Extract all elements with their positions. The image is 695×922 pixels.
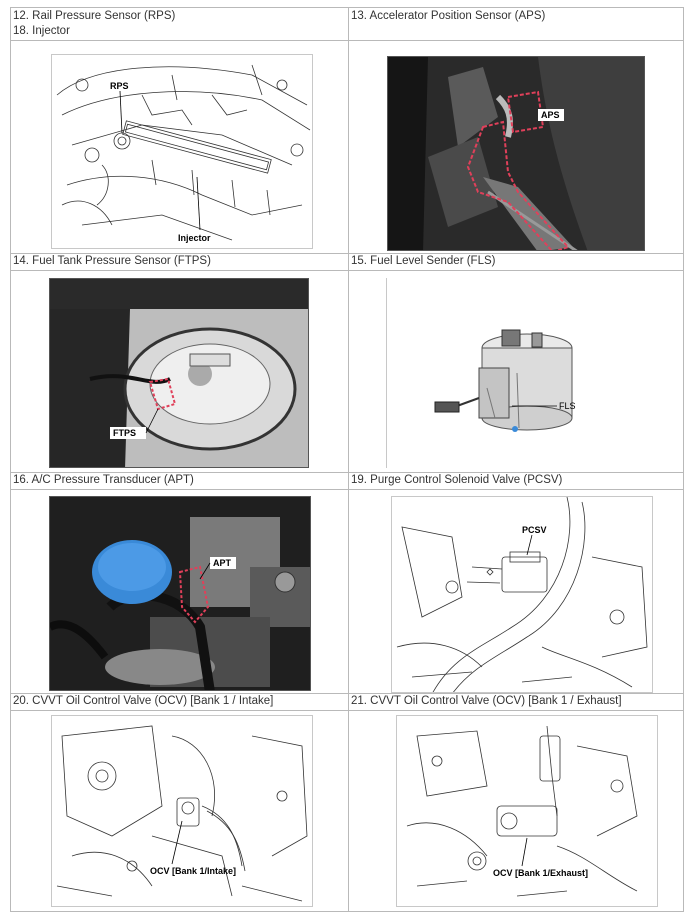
callout-ftps: FTPS [113, 428, 137, 438]
header-line-ocv-exhaust: 21. CVVT Oil Control Valve (OCV) [Bank 1 / Exhaust] [351, 695, 622, 707]
apt-photo [49, 496, 311, 691]
callout-fls: FLS [559, 401, 576, 411]
aps-photo [387, 56, 645, 251]
cell-header-ocv-exhaust [349, 693, 684, 711]
cell-header-pcsv [349, 472, 684, 490]
ftps-photo [49, 278, 309, 468]
ocv-exhaust-diagram [396, 715, 658, 907]
header-line-pcsv: 19. Purge Control Solenoid Valve (PCSV) [351, 474, 563, 486]
header-line-injector: 18. Injector [13, 25, 70, 37]
callout-ocv-exhaust: OCV [Bank 1/Exhaust] [493, 868, 589, 878]
callout-pcsv: PCSV [522, 525, 547, 535]
rps-injector-diagram [51, 54, 313, 249]
fls-diagram [386, 278, 648, 468]
header-line-apt: 16. A/C Pressure Transducer (APT) [13, 474, 194, 486]
callout-apt: APT [213, 558, 231, 568]
cell-header-apt [11, 472, 348, 490]
header-line-ftps: 14. Fuel Tank Pressure Sensor (FTPS) [13, 255, 211, 267]
cell-header-ftps [11, 253, 348, 271]
header-line-aps: 13. Accelerator Position Sensor (APS) [351, 10, 546, 22]
cell-header-aps [349, 8, 684, 41]
cell-header-ocv-intake [11, 693, 348, 711]
ocv-intake-diagram [51, 715, 313, 907]
component-location-table [10, 7, 684, 912]
column-divider [348, 8, 349, 911]
cell-header-rps-injector [11, 8, 348, 41]
header-line-rps: 12. Rail Pressure Sensor (RPS) [13, 10, 176, 22]
cell-header-fls [349, 253, 684, 271]
header-line-ocv-intake: 20. CVVT Oil Control Valve (OCV) [Bank 1 / Intake] [13, 695, 274, 707]
callout-rps: RPS [110, 81, 129, 91]
callout-injector: Injector [178, 233, 211, 243]
callout-ocv-intake: OCV [Bank 1/Intake] [150, 866, 237, 876]
header-line-fls: 15. Fuel Level Sender (FLS) [351, 255, 496, 267]
pcsv-diagram [391, 496, 653, 693]
callout-aps: APS [541, 110, 560, 120]
